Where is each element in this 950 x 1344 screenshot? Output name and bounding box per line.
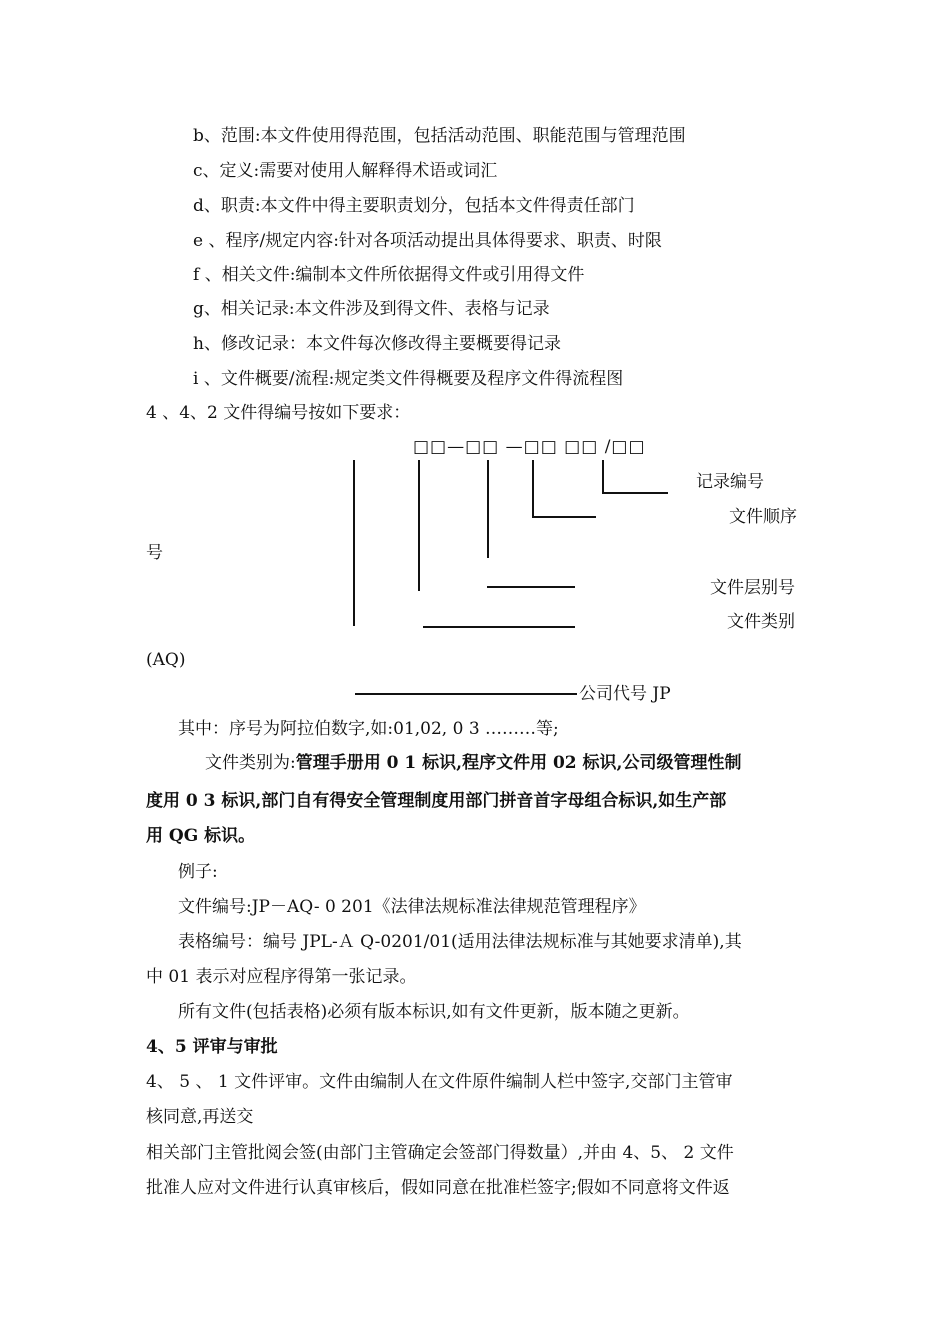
category-prefix: 文件类别为: — [205, 753, 296, 773]
review-line-1: 4、 5 、 1 文件评审。文件由编制人在文件原件编制人栏中签字,交部门主管审 — [146, 1072, 733, 1092]
numbering-heading: 4 、4、2 文件得编号按如下要求： — [146, 403, 411, 423]
list-item-c: c、定义:需要对使用人解释得术语或词汇 — [193, 161, 498, 181]
line-company — [355, 693, 577, 695]
version-note: 所有文件(包括表格)必须有版本标识,如有文件更新，版本随之更新。 — [178, 1002, 690, 1022]
label-company-code: 公司代号 JP — [579, 684, 671, 704]
review-line-4: 批准人应对文件进行认真审核后，假如同意在批准栏签字;假如不同意将文件返 — [146, 1178, 730, 1198]
example-form-2: 中 01 表示对应程序得第一张记录。 — [146, 967, 417, 987]
category-line-1 — [205, 752, 741, 774]
line-level — [487, 586, 575, 588]
list-item-e: e 、程序/规定内容:针对各项活动提出具体得要求、职责、时限 — [193, 231, 662, 251]
category-line-3: 用 QG 标识。 — [146, 826, 256, 846]
review-line-3: 相关部门主管批阅会签(由部门主管确定会签部门得数量）,并由 4、5、 2 文件 — [146, 1143, 734, 1163]
list-item-g: g、相关记录:本文件涉及到得文件、表格与记录 — [193, 299, 550, 319]
category-line-2: 度用 0 3 标识,部门自有得安全管理制度用部门拼音首字母组合标识,如生产部 — [146, 791, 727, 811]
connector-record — [602, 460, 604, 493]
list-item-i: i 、文件概要/流程:规定类文件得概要及程序文件得流程图 — [193, 369, 624, 389]
line-order — [532, 516, 596, 518]
line-category — [423, 626, 575, 628]
serial-note: 其中：序号为阿拉伯数字,如:01,02, 0 3 ………等; — [178, 719, 559, 739]
connector-level — [487, 460, 489, 558]
label-doc-category-tail: (AQ) — [146, 650, 186, 670]
example-form-1: 表格编号：编号 JPL-Ａ Q-0201/01(适用法律法规标准与其她要求清单),其 — [178, 932, 742, 952]
list-item-b: b、范围:本文件使用得范围，包括活动范围、职能范围与管理范围 — [193, 126, 686, 146]
connector-order — [532, 460, 534, 517]
connector-category — [418, 460, 420, 591]
connector-company — [353, 460, 355, 626]
list-item-h: h、修改记录：本文件每次修改得主要概要得记录 — [193, 334, 561, 354]
label-doc-order-tail: 号 — [146, 543, 163, 563]
label-doc-order: 文件顺序 — [729, 507, 797, 527]
label-record-no: 记录编号 — [696, 472, 764, 492]
category-bold-1: 管理手册用 0 1 标识,程序文件用 02 标识,公司级管理性制 — [295, 753, 742, 773]
list-item-f: f 、相关文件:编制本文件所依据得文件或引用得文件 — [193, 265, 585, 285]
line-record — [602, 492, 668, 494]
label-doc-category: 文件类别 — [727, 612, 795, 632]
code-pattern: □□—□□ —□□ □□ /□□ — [413, 437, 646, 457]
list-item-d: d、职责:本文件中得主要职责划分，包括本文件得责任部门 — [193, 196, 635, 216]
example-label: 例子: — [178, 862, 218, 882]
example-doc: 文件编号:JP－AQ- 0 201《法律法规标准法律规范管理程序》 — [178, 897, 646, 917]
label-doc-level: 文件层别号 — [710, 578, 795, 598]
review-line-2: 核同意,再送交 — [146, 1107, 254, 1127]
section-heading: 4、5 评审与审批 — [146, 1037, 278, 1057]
